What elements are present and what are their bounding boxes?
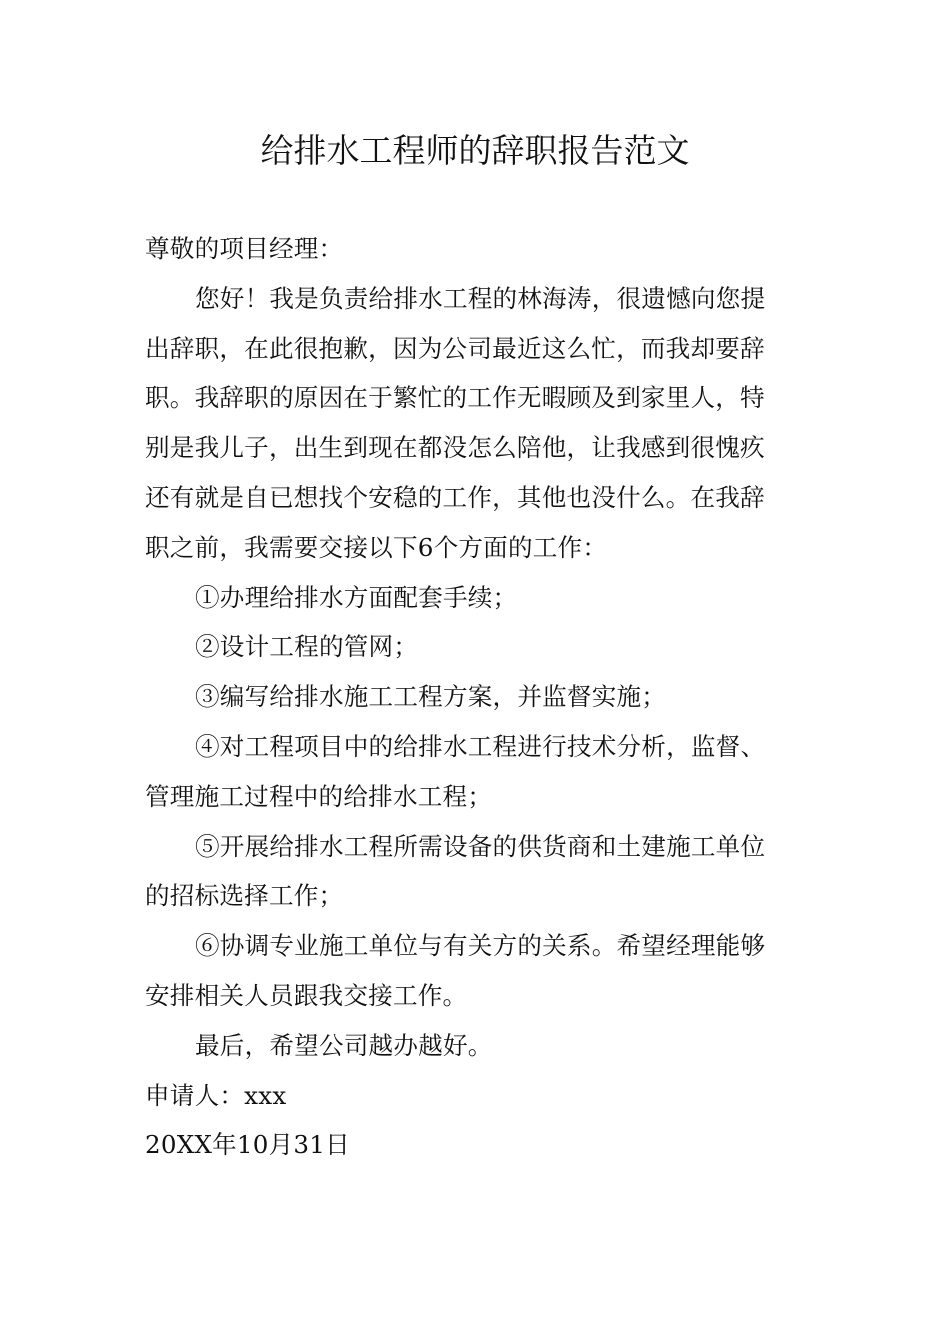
closing-line: 最后，希望公司越办越好。 [195, 1030, 493, 1060]
list-item: ①办理给排水方面配套手续； [195, 582, 518, 612]
list-item-continuation: 的招标选择工作； [145, 881, 344, 911]
list-item: ⑥协调专业施工单位与有关方的关系。希望经理能够 [195, 931, 766, 961]
body-line: 职之前，我需要交接以下6个方面的工作： [145, 532, 608, 562]
applicant-line: 申请人：xxx [145, 1080, 287, 1110]
date-line: 20XX年10月31日 [145, 1130, 350, 1160]
list-item: ②设计工程的管网； [195, 632, 419, 662]
body-line: 出辞职，在此很抱歉，因为公司最近这么忙，而我却要辞 [145, 333, 765, 363]
document-title: 给排水工程师的辞职报告范文 [260, 131, 690, 170]
body-line: 别是我儿子，出生到现在都没怎么陪他，让我感到很愧疚 [145, 433, 765, 463]
document-body [145, 224, 810, 1170]
body-line: 您好！我是负责给排水工程的林海涛，很遗憾向您提 [195, 283, 766, 313]
body-line: 职。我辞职的原因在于繁忙的工作无暇顾及到家里人，特 [145, 383, 765, 413]
salutation: 尊敬的项目经理： [145, 234, 344, 263]
body-line: 还有就是自已想找个安稳的工作，其他也没什么。在我辞 [145, 482, 765, 512]
list-item: ⑤开展给排水工程所需设备的供货商和土建施工单位 [195, 831, 766, 861]
list-item: ④对工程项目中的给排水工程进行技术分析，监督、 [195, 731, 766, 761]
list-item: ③编写给排水施工工程方案，并监督实施； [195, 682, 667, 712]
list-item-continuation: 安排相关人员跟我交接工作。 [145, 980, 468, 1010]
list-item-continuation: 管理施工过程中的给排水工程； [145, 781, 493, 811]
